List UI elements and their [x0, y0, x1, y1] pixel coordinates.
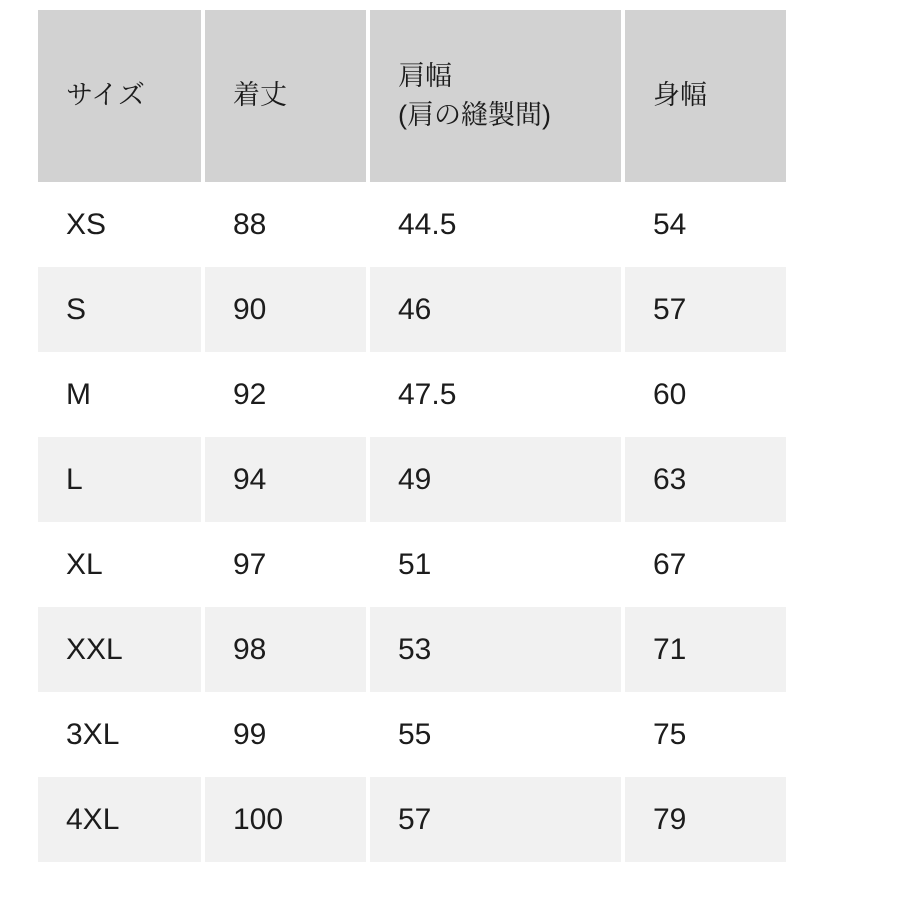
column-header-width [623, 10, 786, 182]
cell-length: 94 [203, 437, 368, 522]
cell-size: XL [38, 522, 203, 607]
cell-width: 60 [623, 352, 786, 437]
size-table-container [38, 10, 786, 862]
table-row [38, 692, 786, 777]
cell-width: 63 [623, 437, 786, 522]
cell-length: 92 [203, 352, 368, 437]
cell-length: 99 [203, 692, 368, 777]
table-row [38, 267, 786, 352]
table-header [38, 10, 786, 182]
cell-width: 75 [623, 692, 786, 777]
column-header-size-line1: サイズ [66, 80, 145, 111]
cell-shoulder: 51 [368, 522, 623, 607]
table-row [38, 352, 786, 437]
cell-size: 3XL [38, 692, 203, 777]
table-row [38, 182, 786, 267]
column-header-length [203, 10, 368, 182]
column-header-shoulder [368, 10, 623, 182]
cell-size: S [38, 267, 203, 352]
cell-width: 79 [623, 777, 786, 862]
column-header-shoulder-line2: (肩の縫製間) [398, 100, 551, 130]
cell-width: 67 [623, 522, 786, 607]
column-header-shoulder-line1: 肩幅 [398, 60, 452, 91]
cell-length: 97 [203, 522, 368, 607]
cell-length: 90 [203, 267, 368, 352]
table-row [38, 522, 786, 607]
cell-size: L [38, 437, 203, 522]
cell-size: XS [38, 182, 203, 267]
size-table [38, 10, 786, 862]
cell-shoulder: 49 [368, 437, 623, 522]
cell-size: 4XL [38, 777, 203, 862]
table-row [38, 437, 786, 522]
cell-length: 88 [203, 182, 368, 267]
cell-shoulder: 46 [368, 267, 623, 352]
column-header-length-line1: 着丈 [233, 80, 287, 111]
cell-width: 57 [623, 267, 786, 352]
cell-width: 71 [623, 607, 786, 692]
cell-shoulder: 57 [368, 777, 623, 862]
cell-width: 54 [623, 182, 786, 267]
column-header-size [38, 10, 203, 182]
table-row [38, 777, 786, 862]
cell-size: M [38, 352, 203, 437]
cell-shoulder: 44.5 [368, 182, 623, 267]
cell-shoulder: 55 [368, 692, 623, 777]
cell-size: XXL [38, 607, 203, 692]
cell-length: 98 [203, 607, 368, 692]
cell-shoulder: 47.5 [368, 352, 623, 437]
table-body [38, 182, 786, 862]
column-header-width-line1: 身幅 [653, 80, 707, 111]
cell-length: 100 [203, 777, 368, 862]
cell-shoulder: 53 [368, 607, 623, 692]
table-row [38, 607, 786, 692]
table-header-row [38, 10, 786, 182]
